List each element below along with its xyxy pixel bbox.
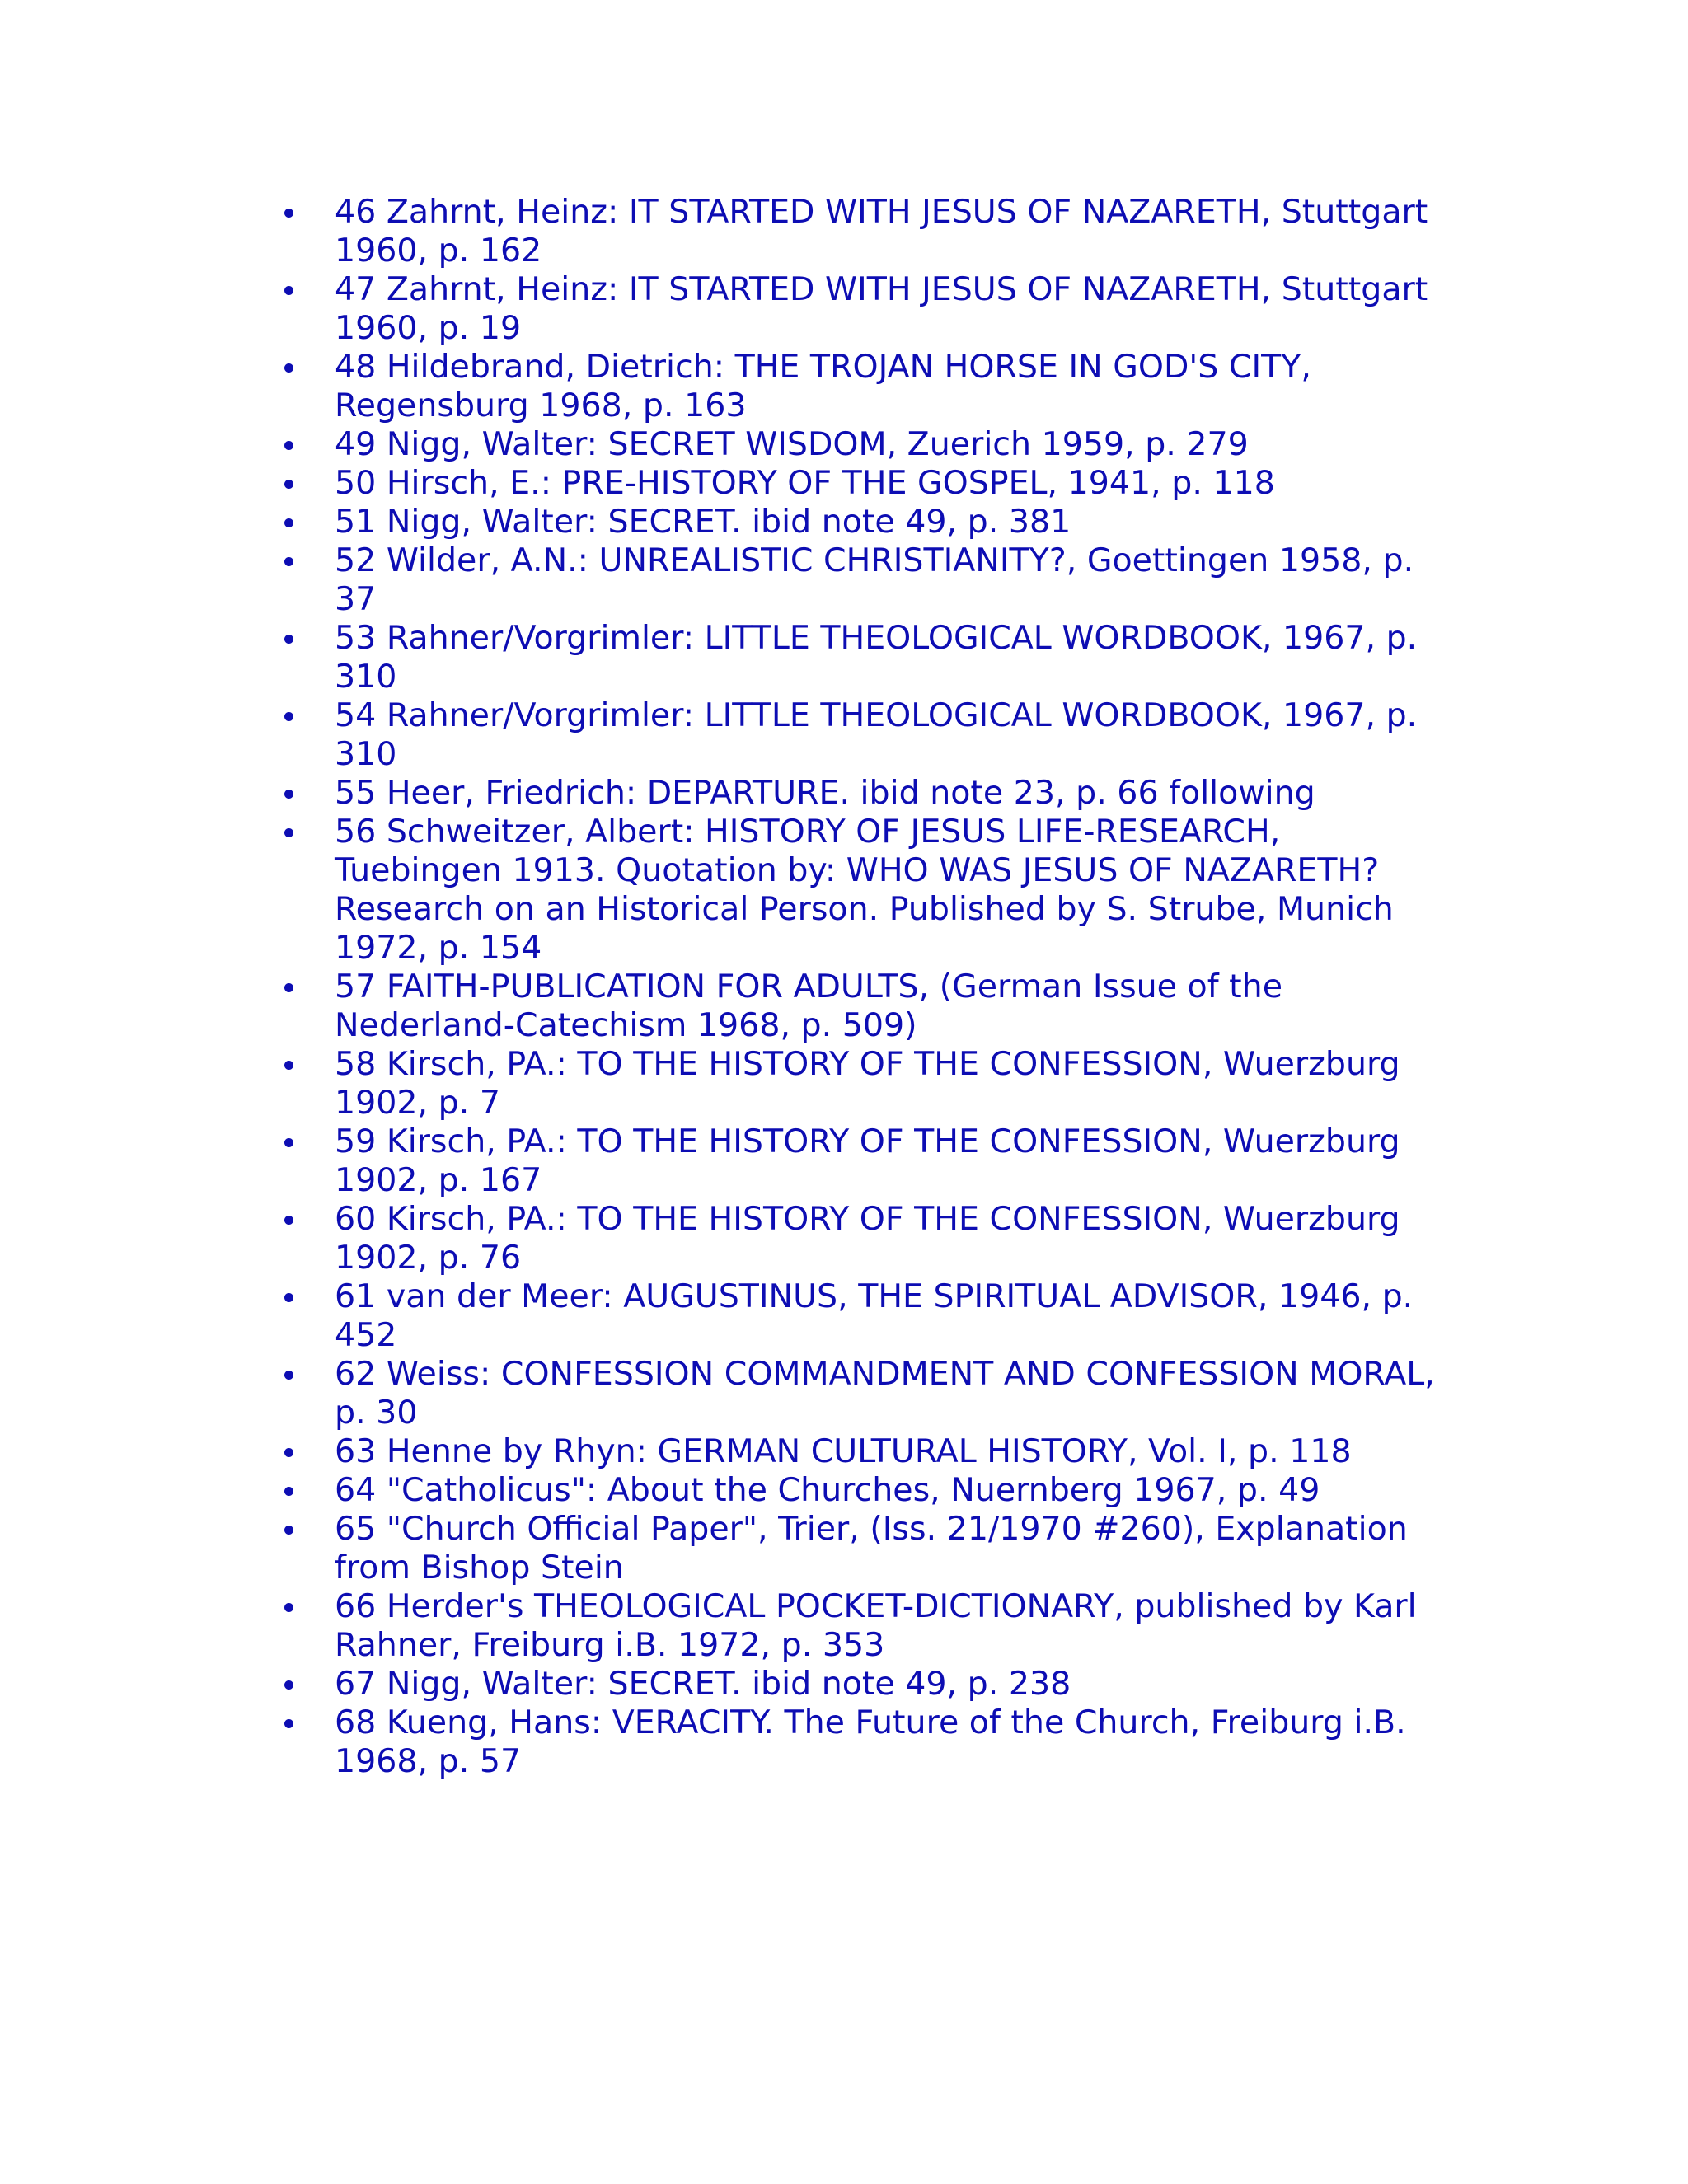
bullet-icon bbox=[284, 1216, 293, 1225]
footnote-text: 47 Zahrnt, Heinz: IT STARTED WITH JESUS OF NAZARETH, Stuttgart 1960, p. 19 bbox=[335, 270, 1428, 347]
footnote-text: 61 van der Meer: AUGUSTINUS, THE SPIRITUAL ADVISOR, 1946, p. 452 bbox=[335, 1277, 1414, 1354]
footnote-text: 67 Nigg, Walter: SECRET. ibid note 49, p. 238 bbox=[335, 1665, 1071, 1703]
footnote-text: 46 Zahrnt, Heinz: IT STARTED WITH JESUS OF NAZARETH, Stuttgart 1960, p. 162 bbox=[335, 193, 1428, 269]
footnote-text: 53 Rahner/Vorgrimler: LITTLE THEOLOGICAL WORDBOOK, 1967, p. 310 bbox=[335, 619, 1418, 696]
bullet-icon bbox=[284, 557, 293, 566]
footnote-item bbox=[284, 619, 1455, 696]
footnote-item bbox=[284, 1587, 1455, 1665]
footnote-item bbox=[284, 464, 1455, 503]
bullet-icon bbox=[284, 518, 293, 527]
bullet-icon bbox=[284, 441, 293, 450]
footnote-text: 56 Schweitzer, Albert: HISTORY OF JESUS LIFE-RESEARCH, Tuebingen 1913. Quotation by: WHO WAS JESUS OF NAZARETH? Research on an Historical Person. Published by S. Strube, Munich 1972, p. 154 bbox=[335, 813, 1394, 967]
footnote-text: 54 Rahner/Vorgrimler: LITTLE THEOLOGICAL WORDBOOK, 1967, p. 310 bbox=[335, 696, 1418, 773]
footnote-item bbox=[284, 1510, 1455, 1587]
footnote-item bbox=[284, 1704, 1455, 1781]
footnote-item bbox=[284, 193, 1455, 270]
footnote-item bbox=[284, 1277, 1455, 1355]
bullet-icon bbox=[284, 1719, 293, 1728]
footnote-text: 65 "Church Official Paper", Trier, (Iss. 21/1970 #260), Explanation from Bishop Stein bbox=[335, 1510, 1408, 1586]
bullet-icon bbox=[284, 635, 293, 644]
bullet-icon bbox=[284, 790, 293, 799]
bullet-icon bbox=[284, 286, 293, 295]
footnote-text: 58 Kirsch, PA.: TO THE HISTORY OF THE CONFESSION, Wuerzburg 1902, p. 7 bbox=[335, 1045, 1400, 1122]
footnote-item bbox=[284, 1122, 1455, 1200]
bullet-icon bbox=[284, 1526, 293, 1535]
bullet-icon bbox=[284, 983, 293, 992]
bullet-icon bbox=[284, 1061, 293, 1070]
bullet-icon bbox=[284, 1138, 293, 1147]
footnote-text: 51 Nigg, Walter: SECRET. ibid note 49, p. 381 bbox=[335, 503, 1071, 541]
bullet-icon bbox=[284, 712, 293, 721]
bullet-icon bbox=[284, 209, 293, 218]
footnote-text: 60 Kirsch, PA.: TO THE HISTORY OF THE CONFESSION, Wuerzburg 1902, p. 76 bbox=[335, 1200, 1400, 1277]
footnote-text: 50 Hirsch, E.: PRE-HISTORY OF THE GOSPEL, 1941, p. 118 bbox=[335, 464, 1275, 502]
footnote-item bbox=[284, 1200, 1455, 1277]
bullet-icon bbox=[284, 1448, 293, 1457]
footnote-text: 66 Herder's THEOLOGICAL POCKET-DICTIONARY, published by Karl Rahner, Freiburg i.B. 1972, p. 353 bbox=[335, 1587, 1417, 1664]
bullet-icon bbox=[284, 1603, 293, 1612]
bullet-icon bbox=[284, 1293, 293, 1302]
footnote-text: 52 Wilder, A.N.: UNREALISTIC CHRISTIANITY?, Goettingen 1958, p. 37 bbox=[335, 541, 1414, 618]
footnote-item bbox=[284, 1045, 1455, 1122]
footnote-item bbox=[284, 541, 1455, 619]
footnote-item bbox=[284, 1355, 1455, 1432]
footnote-text: 68 Kueng, Hans: VERACITY. The Future of the Church, Freiburg i.B. 1968, p. 57 bbox=[335, 1704, 1406, 1780]
bullet-icon bbox=[284, 1680, 293, 1690]
footnote-item bbox=[284, 774, 1455, 813]
footnote-text: 59 Kirsch, PA.: TO THE HISTORY OF THE CONFESSION, Wuerzburg 1902, p. 167 bbox=[335, 1122, 1400, 1199]
footnote-item bbox=[284, 270, 1455, 348]
footnote-text: 55 Heer, Friedrich: DEPARTURE. ibid note 23, p. 66 following bbox=[335, 774, 1315, 812]
footnote-item bbox=[284, 425, 1455, 464]
footnote-text: 48 Hildebrand, Dietrich: THE TROJAN HORSE IN GOD'S CITY, Regensburg 1968, p. 163 bbox=[335, 348, 1311, 424]
footnote-text: 63 Henne by Rhyn: GERMAN CULTURAL HISTORY, Vol. I, p. 118 bbox=[335, 1432, 1352, 1470]
footnote-item bbox=[284, 1665, 1455, 1704]
footnote-item bbox=[284, 1432, 1455, 1471]
footnote-list bbox=[284, 193, 1455, 1781]
footnote-item bbox=[284, 813, 1455, 968]
footnote-text: 64 "Catholicus": About the Churches, Nuernberg 1967, p. 49 bbox=[335, 1471, 1320, 1509]
footnote-item bbox=[284, 503, 1455, 541]
footnote-item bbox=[284, 1471, 1455, 1510]
footnote-item bbox=[284, 348, 1455, 425]
bullet-icon bbox=[284, 828, 293, 837]
bullet-icon bbox=[284, 1487, 293, 1496]
bullet-icon bbox=[284, 480, 293, 489]
bullet-icon bbox=[284, 363, 293, 373]
footnote-text: 57 FAITH-PUBLICATION FOR ADULTS, (German Issue of the Nederland-Catechism 1968, p. 509) bbox=[335, 968, 1282, 1044]
bullet-icon bbox=[284, 1371, 293, 1380]
footnote-item bbox=[284, 696, 1455, 774]
footnote-item bbox=[284, 968, 1455, 1045]
footnote-text: 49 Nigg, Walter: SECRET WISDOM, Zuerich 1959, p. 279 bbox=[335, 425, 1249, 463]
footnote-text: 62 Weiss: CONFESSION COMMANDMENT AND CONFESSION MORAL, p. 30 bbox=[335, 1355, 1435, 1432]
